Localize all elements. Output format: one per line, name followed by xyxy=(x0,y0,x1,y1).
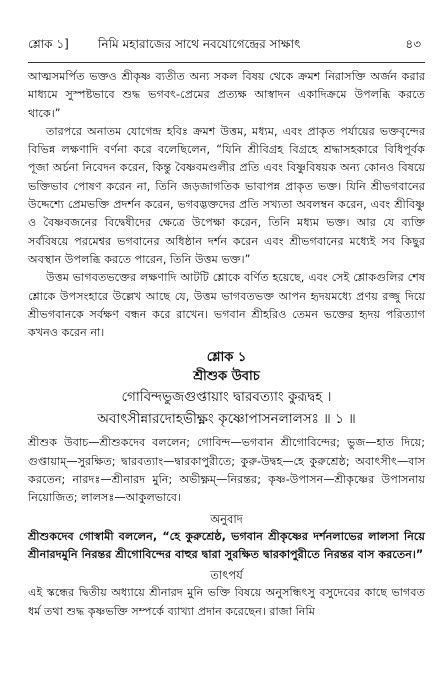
verse-line-2: অবাৎসীন্নারদোহভীক্ষ্ণং কৃষ্ণোপাসনলালসঃ ॥ ১ ॥ xyxy=(97,411,356,428)
purport-heading: তাৎপর্য xyxy=(210,568,243,583)
chapter-title: নিমি মহারাজের সাথে নবযোগেন্দ্রের সাক্ষাৎ xyxy=(98,37,301,51)
verse-reference: শ্লোক ১] xyxy=(28,37,69,51)
page-number: ৪৩ xyxy=(405,37,421,51)
verse-title: শ্লোক ১ xyxy=(206,350,247,366)
page-body xyxy=(28,68,425,621)
purport-text: এই স্কন্ধের দ্বিতীয় অধ্যায়ে শ্রীনারদ মুনি ভক্তি বিষয়ে অনুসন্ধিৎসু বসুদেবের কাছে ভাগবত ধর্ম তথা শুদ্ধ কৃষ্ণভক্তি সম্পর্কে ব্যাখ্যা প্রদান করেছেন। রাজা নিমি xyxy=(28,586,425,618)
synonyms: শ্রীশুক উবাচ—শ্রীশুকদেব বললেন; গোবিন্দ—ভগবান শ্রীগোবিন্দের; ভুজ—হাত দিয়ে; গুপ্তায়াম্—সুরক্ষিত; দ্বারবত্যাং—দ্বারকাপুরীতে; কুরু-উদ্বহ—হে কুরুশ্রেষ্ঠ; অবাৎসীৎ—বাস করতেন; নারদঃ—শ্রীনারদ মুনি; অভীক্ষ্ণম্—নিরন্তর; কৃষ্ণ-উপাসন—শ্রীকৃষ্ণের উপাসনায় নিয়োজিত; লালসঃ—আকুলভাবে। xyxy=(28,436,425,505)
translation-text: শ্রীশুকদেব গোস্বামী বললেন, “হে কুরুশ্রেষ্ঠ, ভগবান শ্রীকৃষ্ণের দর্শনলাভের লালসা নিয়ে শ্রীনারদমুনি নিরন্তর শ্রীগোবিন্দের বাহুর দ্বারা সুরক্ষিত দ্বারকাপুরীতে নিরন্তর বাস করতেন।” xyxy=(28,529,425,561)
intro-paragraph-3: উত্তম ভাগবতভক্তের লক্ষণাদি আটটি শ্লোকে বর্ণিত হয়েছে, এবং সেই শ্লোকগুলির শেষ শ্লোকে উপসংহারে উল্লেখ আছে যে, উত্তম ভাগবতভক্ত আপন হৃদয়মধ্যে প্রণয় রজ্জু দিয়ে শ্রীভগবানকে সর্বক্ষণ বন্ধন করে রাখেন। ভগবান শ্রীহরিও তেমন ভক্তের হৃদয় পরিত্যাগ কখনও করেন না। xyxy=(28,271,425,340)
intro-paragraph-1: আত্মসমর্পিত ভক্তও শ্রীকৃষ্ণ ব্যতীত অন্য সকল বিষয় থেকে ক্রমশ নিরাসক্তি অর্জন করার মাধ্যমে সুস্পষ্টভাবে শুদ্ধ ভগবৎ-প্রেমের প্রত্যক্ষ আস্বাদন একাদিক্রমে উপলব্ধি করতে থাকে।” xyxy=(28,70,425,120)
translation-heading: অনুবাদ xyxy=(210,511,243,526)
running-header xyxy=(28,36,425,58)
intro-paragraph-2: তারপরে অনাতম যোগেন্দ্র হবিঃ ক্রমশ উত্তম, মধ্যম, এবং প্রাকৃত পর্যায়ের ভক্তবৃন্দের বিভিন্ন লক্ষণাদি বর্ণনা করে বলেছিলেন, “যিনি শ্রীবিগ্রহ বিগ্রহে শ্রদ্ধাসহকারে বিধিপূর্বক পূজা অর্চনা নিবেদন করেন, কিন্তু বৈষ্ণবমণ্ডলীর প্রতি এবং বিষ্ণুবিষয়ক অন্য কোনও বিষয়ে ভক্তিভাব পোষণ করেন না, তিনি জড়জাগতিক ভাবাপন্ন প্রাকৃত ভক্ত। যিনি শ্রীভগবানের উদ্দেশ্যে প্রেমভক্তি প্রদর্শন করেন, ভগবদ্ভক্তদের প্রতি সখ্যতা অবলম্বন করেন, এবং শ্রীবিষ্ণু ও বৈষ্ণবজনের বিদ্বেষীদের ক্ষেত্রে উপেক্ষা করেন, তিনি মধ্যম ভক্ত। আর যে ব্যক্তি সর্ববিষয়ে পরমেশ্বর ভগবানের অধিষ্ঠান দর্শন করেন এবং শ্রীভগবানের মধ্যেই সব কিছুর অবস্থান উপলব্ধি করতে পারেন, তিনি উত্তম ভক্ত।” xyxy=(28,124,425,266)
verse-line-1: গোবিন্দভুজগুপ্তায়াং দ্বারবত্যাং কুরূদ্বহ । xyxy=(121,389,332,406)
verse-speaker: শ্রীশুক উবাচ xyxy=(193,369,260,385)
header-rule xyxy=(28,62,425,63)
